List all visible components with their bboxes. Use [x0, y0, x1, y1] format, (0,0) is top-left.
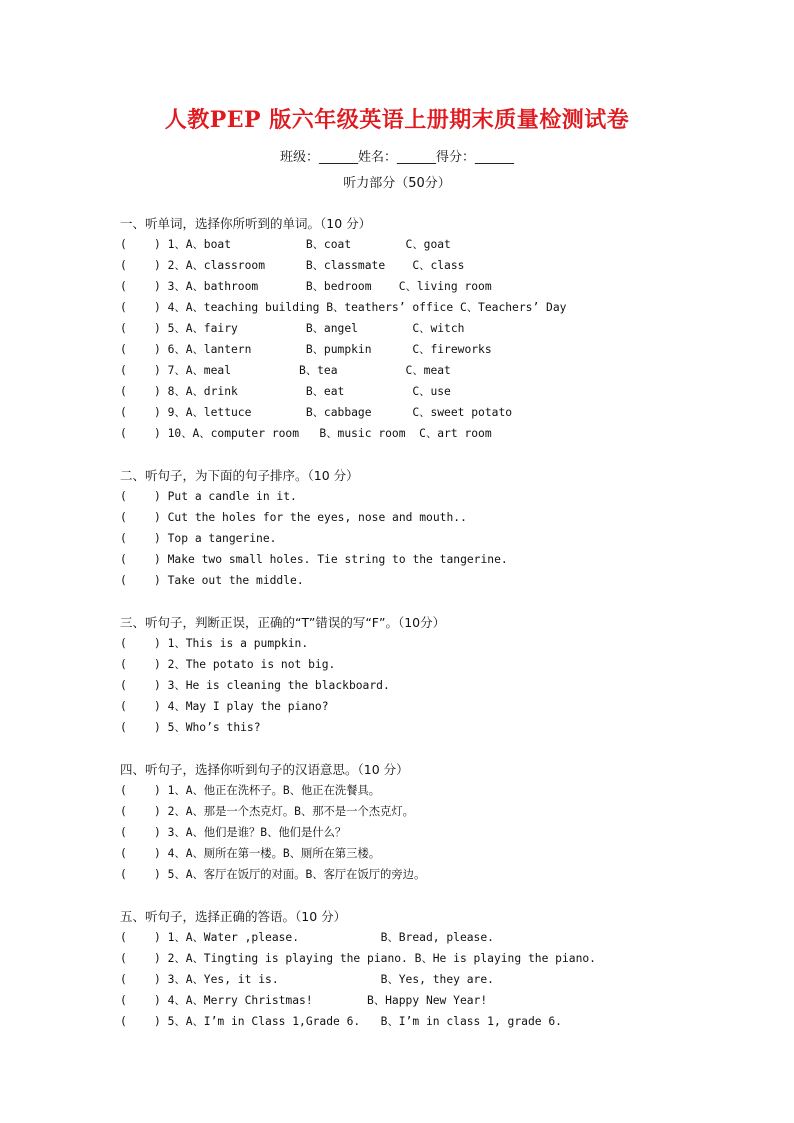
question-item: ( ) 2、The potato is not big. [120, 658, 336, 671]
question-item: ( ) 7、A、meal B、tea C、meat [120, 364, 451, 377]
question-item: ( ) 4、A、厕所在第一楼。B、厕所在第三楼。 [120, 847, 381, 860]
question-section-4 [120, 759, 720, 885]
question-item: ( ) Top a tangerine. [120, 532, 277, 545]
question-item: ( ) 2、A、Tingting is playing the piano. B、He is playing the piano. [120, 952, 596, 965]
question-item: ( ) 8、A、drink B、eat C、use [120, 385, 451, 398]
question-item: ( ) 5、A、客厅在饭厅的对面。B、客厅在饭厅的旁边。 [120, 868, 426, 881]
section-title: 五、听句子，选择正确的答语。（10 分） [120, 909, 347, 924]
question-item: ( ) 1、A、他正在洗杯子。B、他正在洗餐具。 [120, 784, 381, 797]
question-section-2 [120, 465, 720, 591]
question-item: ( ) 1、A、Water ,please. B、Bread, please. [120, 931, 494, 944]
exam-content [120, 213, 720, 1053]
student-info-line: 班级：______姓名：______得分：______ [279, 150, 514, 165]
question-item: ( ) 1、A、boat B、coat C、goat [120, 238, 451, 251]
question-item: ( ) 5、Who’s this? [120, 721, 261, 734]
question-item: ( ) 1、This is a pumpkin. [120, 637, 309, 650]
question-item: ( ) 4、A、Merry Christmas! B、Happy New Year! [120, 994, 488, 1007]
section-title: 二、听句子，为下面的句子排序。（10 分） [120, 468, 359, 483]
question-item: ( ) 10、A、computer room B、music room C、art room [120, 427, 492, 440]
listening-part-heading: 听力部分（50分） [343, 176, 451, 191]
section-title: 一、听单词，选择你所听到的单词。（10 分） [120, 216, 372, 231]
question-item: ( ) 3、A、他们是谁？B、他们是什么？ [120, 826, 347, 839]
question-item: ( ) 4、A、teaching building B、teathers’ office C、Teachers’ Day [120, 301, 567, 314]
question-item: ( ) 3、A、bathroom B、bedroom C、living room [120, 280, 492, 293]
question-item: ( ) 3、He is cleaning the blackboard. [120, 679, 390, 692]
question-item: ( ) Cut the holes for the eyes, nose and mouth.. [120, 511, 467, 524]
question-item: ( ) 6、A、lantern B、pumpkin C、fireworks [120, 343, 492, 356]
question-item: ( ) 2、A、classroom B、classmate C、class [120, 259, 465, 272]
section-title: 三、听句子，判断正误，正确的“T”错误的写“F”。（10分） [120, 615, 446, 630]
exam-title: 人教PEP 版六年级英语上册期末质量检测试卷 [164, 107, 630, 133]
question-item: ( ) 5、A、I’m in Class 1,Grade 6. B、I’m in class 1, grade 6. [120, 1015, 562, 1028]
question-item: ( ) Take out the middle. [120, 574, 304, 587]
question-section-5 [120, 906, 720, 1032]
question-section-1 [120, 213, 720, 444]
section-title: 四、听句子，选择你听到句子的汉语意思。（10 分） [120, 762, 409, 777]
question-item: ( ) Put a candle in it. [120, 490, 297, 503]
question-section-3 [120, 612, 720, 738]
question-item: ( ) 9、A、lettuce B、cabbage C、sweet potato [120, 406, 513, 419]
sections-container [120, 213, 720, 1032]
question-item: ( ) 2、A、那是一个杰克灯。B、那不是一个杰克灯。 [120, 805, 414, 818]
question-item: ( ) 5、A、fairy B、angel C、witch [120, 322, 465, 335]
question-item: ( ) 4、May I play the piano? [120, 700, 329, 713]
question-item: ( ) 3、A、Yes, it is. B、Yes, they are. [120, 973, 494, 986]
question-item: ( ) Make two small holes. Tie string to the tangerine. [120, 553, 508, 566]
